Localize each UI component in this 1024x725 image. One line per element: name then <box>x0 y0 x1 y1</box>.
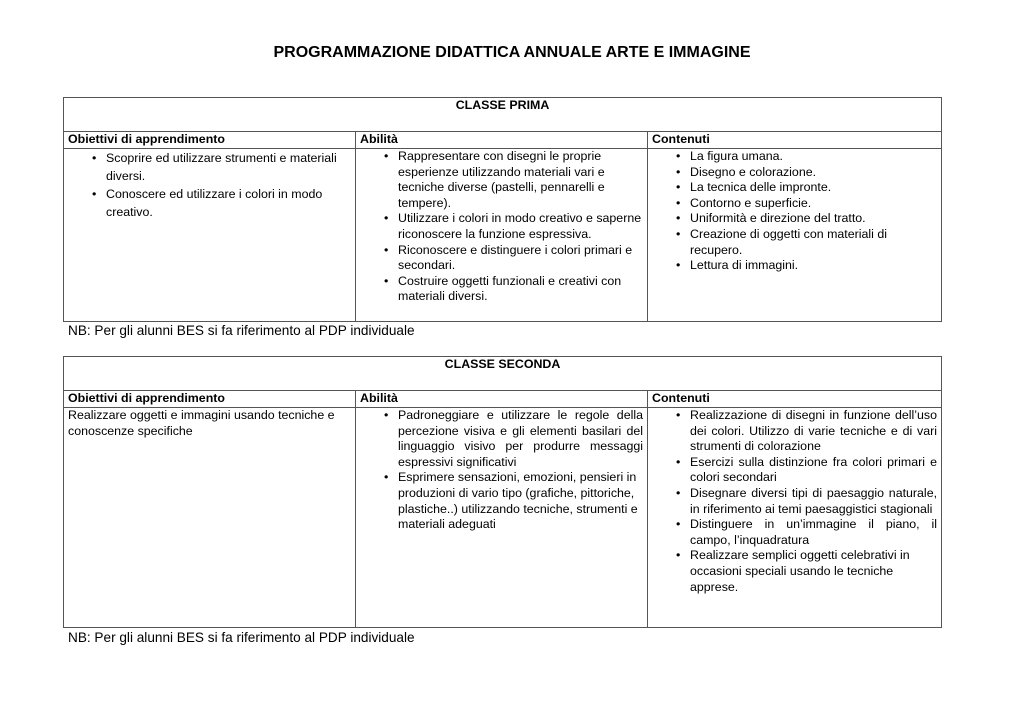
classe-seconda-title: CLASSE SECONDA <box>64 357 942 391</box>
seconda-contenuti-cell <box>648 408 942 628</box>
seconda-abilita-cell <box>356 408 648 628</box>
header-contenuti: Contenuti <box>648 132 942 149</box>
list-item: • Costruire oggetti funzionali e creativi con materiali diversi. <box>360 274 643 305</box>
list-item: • Riconoscere e distinguere i colori primari e secondari. <box>360 243 643 274</box>
list-item: • Contorno e superficie. <box>652 196 937 212</box>
list-item: • Distinguere in un’immagine il piano, il campo, l’inquadratura <box>652 517 937 548</box>
list-item: • Scoprire ed utilizzare strumenti e materiali diversi. <box>68 149 351 185</box>
seconda-obiettivi-cell: Realizzare oggetti e immagini usando tecniche e conoscenze specifiche <box>64 408 356 628</box>
list-item: • Lettura di immagini. <box>652 258 937 274</box>
header-obiettivi: Obiettivi di apprendimento <box>64 391 356 408</box>
prima-obiettivi-cell <box>64 149 356 322</box>
list-item: • La figura umana. <box>652 149 937 165</box>
list-item: • Realizzare semplici oggetti celebrativi in occasioni speciali usando le tecniche apprese. <box>652 548 937 595</box>
list-item: • Esprimere sensazioni, emozioni, pensieri in produzioni di vario tipo (grafiche, pittoriche, plastiche..) utilizzando tecniche, strumenti e materiali adeguati <box>360 470 643 532</box>
list-item: • Disegnare diversi tipi di paesaggio naturale, in riferimento ai temi paesaggistici stagionali <box>652 486 937 517</box>
list-item: • Conoscere ed utilizzare i colori in modo creativo. <box>68 185 351 221</box>
list-item: • Disegno e colorazione. <box>652 165 937 181</box>
classe-prima-title: CLASSE PRIMA <box>64 98 942 132</box>
prima-abilita-cell <box>356 149 648 322</box>
list-item: • Padroneggiare e utilizzare le regole della percezione visiva e gli elementi basilari del linguaggio visivo per produrre messaggi espressivi significativi <box>360 408 643 470</box>
list-item: • Creazione di oggetti con materiali di recupero. <box>652 227 937 258</box>
document-title: PROGRAMMAZIONE DIDATTICA ANNUALE ARTE E IMMAGINE <box>273 44 751 61</box>
list-item: • Esercizi sulla distinzione fra colori primari e colori secondari <box>652 455 937 486</box>
list-item: • Uniformità e direzione del tratto. <box>652 211 937 227</box>
table-classe-seconda <box>63 356 942 628</box>
list-item: • La tecnica delle impronte. <box>652 180 937 196</box>
list-item: • Realizzazione di disegni in funzione dell’uso dei colori. Utilizzo di varie tecniche e di vari strumenti di colorazione <box>652 408 937 455</box>
prima-contenuti-cell <box>648 149 942 322</box>
nb-note-seconda: NB: Per gli alunni BES si fa riferimento al PDP individuale <box>68 630 415 645</box>
table-classe-prima <box>63 97 942 322</box>
list-item: • Utilizzare i colori in modo creativo e saperne riconoscere la funzione espressiva. <box>360 211 643 242</box>
nb-note-prima: NB: Per gli alunni BES si fa riferimento al PDP individuale <box>68 323 415 338</box>
list-item: • Rappresentare con disegni le proprie esperienze utilizzando materiali vari e tecniche diverse (pastelli, pennarelli e tempere). <box>360 149 643 211</box>
header-obiettivi: Obiettivi di apprendimento <box>64 132 356 149</box>
header-abilita: Abilità <box>356 391 648 408</box>
header-contenuti: Contenuti <box>648 391 942 408</box>
header-abilita: Abilità <box>356 132 648 149</box>
